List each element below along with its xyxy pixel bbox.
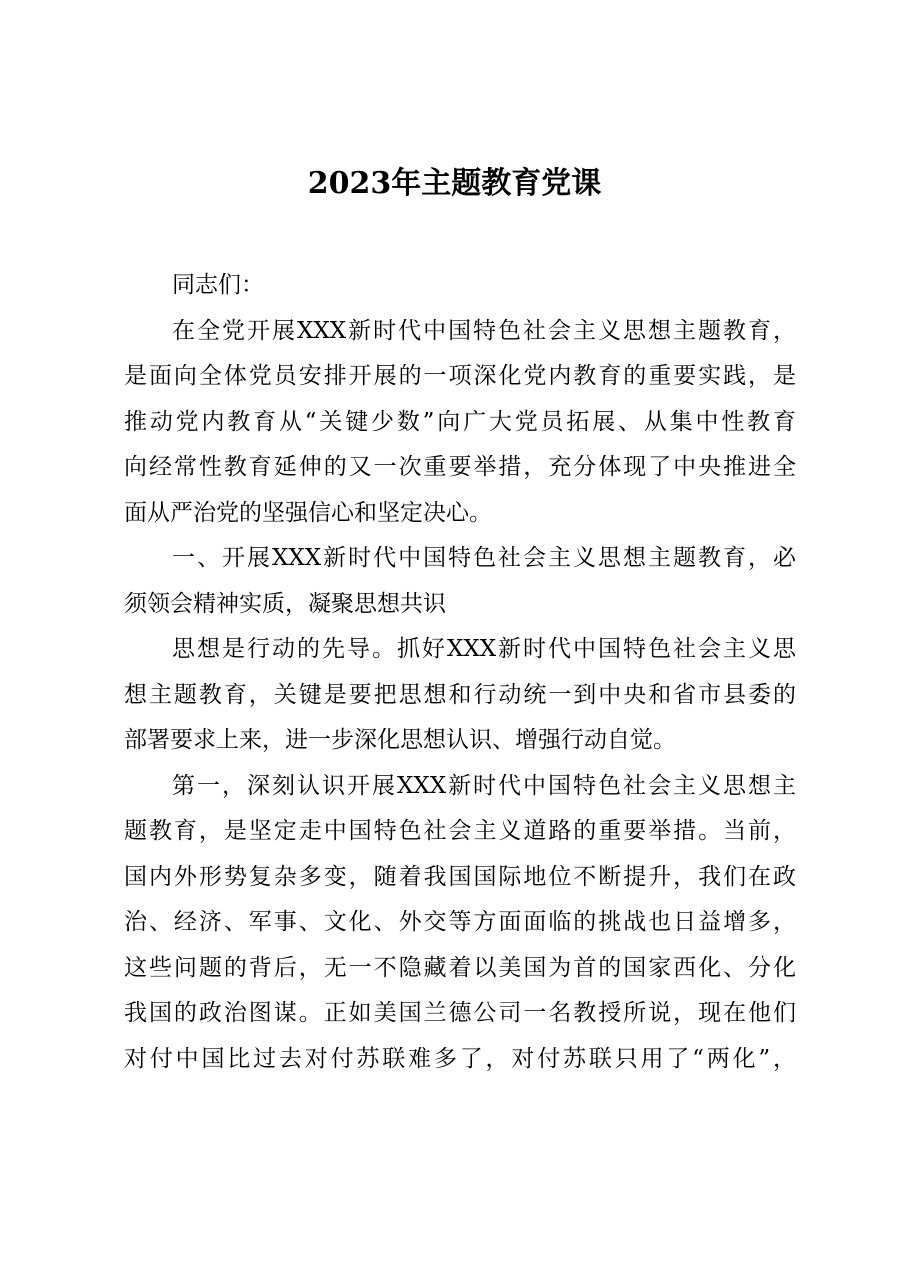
paragraph-thought [124, 627, 796, 764]
section-heading-1 [124, 536, 796, 627]
paragraph-line: 向经常性教育延伸的又一次重要举措，充分体现了中央推进全 [124, 454, 796, 480]
paragraph-line: 一、开展XXX新时代中国特色社会主义思想主题教育，必 [172, 545, 796, 571]
paragraph-intro [124, 309, 796, 537]
paragraph-line: 同志们： [172, 272, 264, 298]
paragraph-line: 题教育，是坚定走中国特色社会主义道路的重要举措。当前， [124, 818, 796, 844]
paragraph-line: 思想是行动的先导。抓好XXX新时代中国特色社会主义思 [172, 636, 796, 662]
paragraph-line: 想主题教育，关键是要把思想和行动统一到中央和省市县委的 [124, 681, 796, 708]
paragraph-line: 面从严治党的坚强信心和坚定决心。 [124, 499, 492, 526]
paragraph-line: 是面向全体党员安排开展的一项深化党内教育的重要实践，是 [124, 363, 796, 389]
paragraph-line: 第一，深刻认识开展XXX新时代中国特色社会主义思想主 [172, 772, 796, 799]
paragraph-line: 推动党内教育从“关键少数”向广大党员拓展、从集中性教育 [124, 408, 796, 435]
paragraph-line: 国内外形势复杂多变，随着我国国际地位不断提升，我们在政 [124, 863, 796, 890]
document-title: 2023年主题教育党课 [307, 166, 602, 201]
paragraph-line: 在全党开展XXX新时代中国特色社会主义思想主题教育， [172, 317, 796, 344]
paragraph-line: 治、经济、军事、文化、外交等方面面临的挑战也日益增多， [124, 909, 796, 935]
paragraph-line: 我国的政治图谋。正如美国兰德公司一名教授所说，现在他们 [124, 1000, 796, 1026]
paragraph-greeting [124, 263, 796, 309]
paragraph-line: 部署要求上来，进一步深化思想认识、增强行动自觉。 [124, 727, 676, 753]
paragraph-line: 须领会精神实质，凝聚思想共识 [124, 590, 446, 617]
document-body [124, 263, 796, 1082]
paragraph-first-point [124, 764, 796, 1083]
paragraph-line: 这些问题的背后，无一不隐藏着以美国为首的国家西化、分化 [124, 954, 796, 981]
paragraph-line: 对付中国比过去对付苏联难多了，对付苏联只用了“两化”， [124, 1045, 796, 1072]
